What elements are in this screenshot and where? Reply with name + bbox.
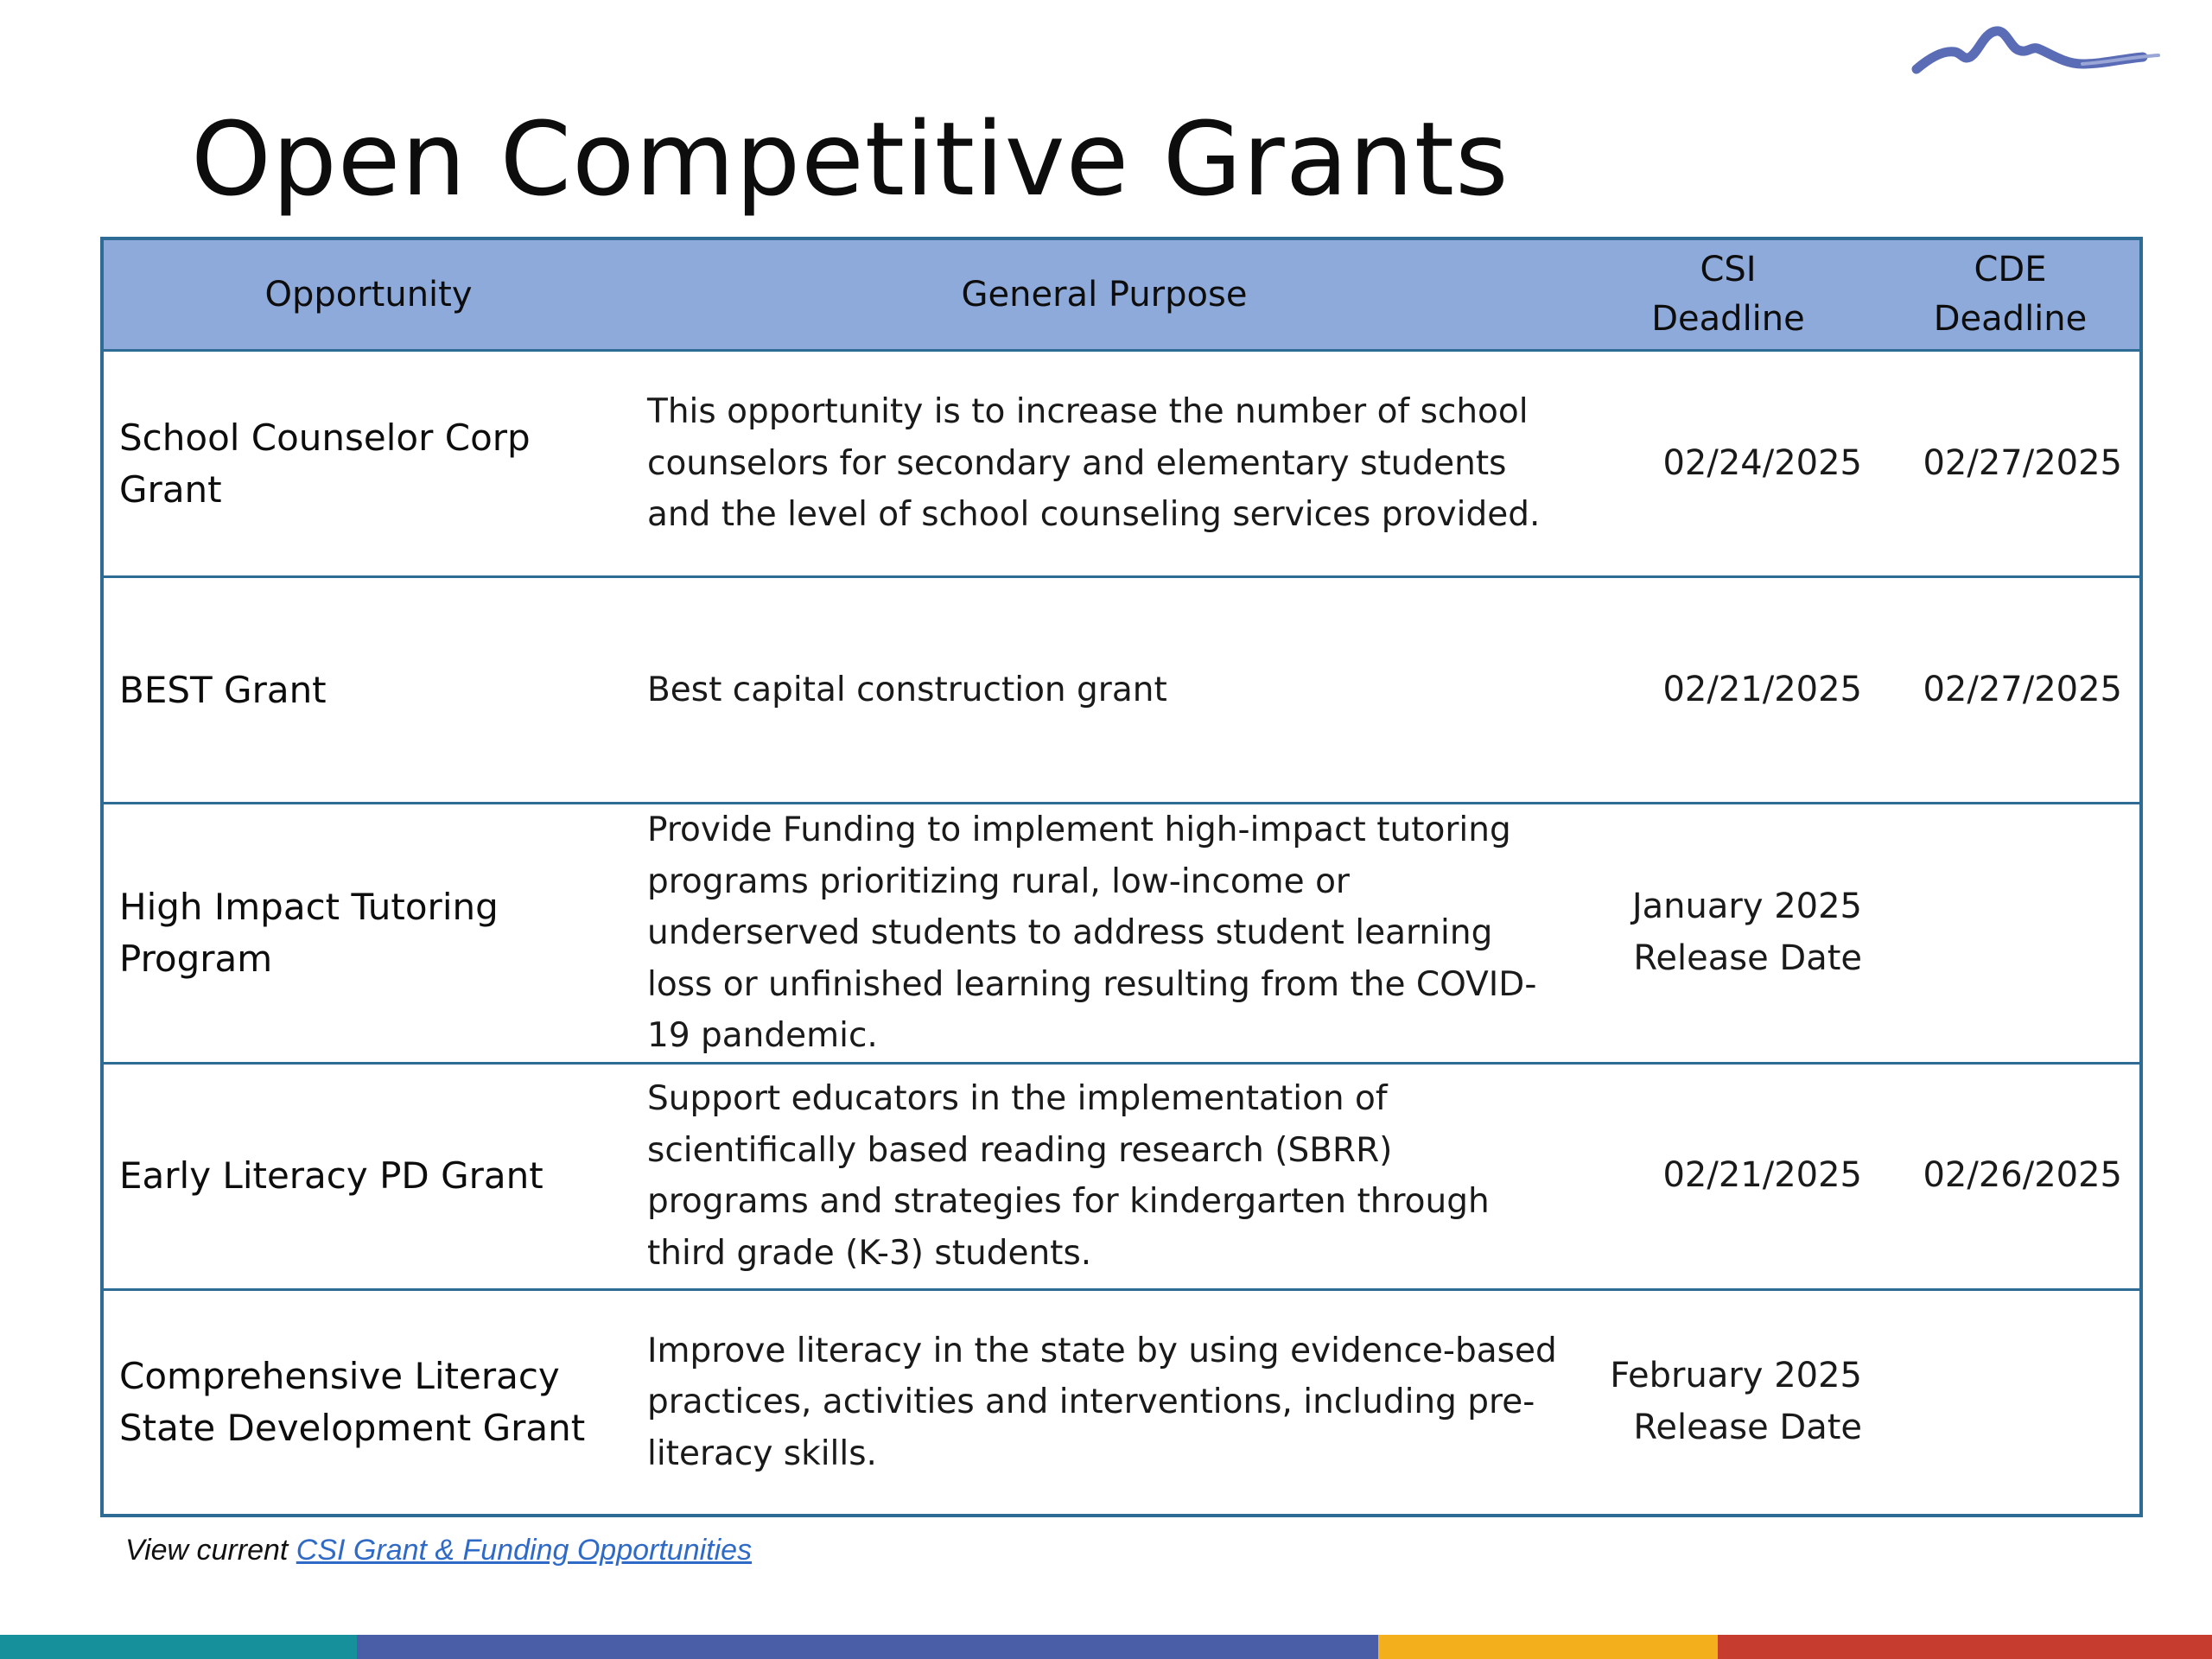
cde-deadline-cell: 02/27/2025 [1923, 442, 2122, 483]
mountain-logo-icon [1910, 21, 2160, 81]
csi-deadline-cell: January 2025 Release Date [1631, 887, 1862, 978]
csi-deadline-cell: 02/21/2025 [1662, 669, 1862, 709]
opportunity-cell: High Impact Tutoring Program [119, 886, 499, 980]
color-bar-red [1718, 1635, 2212, 1659]
cde-deadline-cell: 02/26/2025 [1923, 1155, 2122, 1196]
color-bar-teal [0, 1635, 357, 1659]
opportunity-cell: Early Literacy PD Grant [119, 1154, 543, 1198]
opportunity-cell: School Counselor Corp Grant [119, 416, 531, 511]
purpose-cell: Best capital construction grant [647, 670, 1167, 709]
opportunity-cell: Comprehensive Literacy State Development Grant [119, 1355, 586, 1449]
purpose-cell: Provide Funding to implement high-impact tutoring programs prioritizing rural, low-income or underserved students to address student learning loss or unfinished learning resulting from the COVID-19 pandemic. [647, 810, 1537, 1055]
csi-deadline-cell: 02/24/2025 [1662, 442, 1862, 483]
cde-deadline-cell [1881, 804, 2141, 1064]
table-row [102, 804, 2141, 1064]
header-opportunity: Opportunity [102, 238, 633, 351]
purpose-cell: Improve literacy in the state by using evidence-based practices, activities and interventions, including pre-literacy skills. [647, 1331, 1557, 1473]
table-header-row [102, 238, 2141, 351]
page-title: Open Competitive Grants [191, 99, 1510, 219]
table-row [102, 1063, 2141, 1289]
grants-table [100, 237, 2143, 1517]
table-row [102, 577, 2141, 804]
header-cde-deadline: CDE Deadline [1881, 238, 2141, 351]
csi-deadline-cell: 02/21/2025 [1662, 1155, 1862, 1196]
footer-note [125, 1529, 752, 1571]
grant-opportunities-link[interactable]: CSI Grant & Funding Opportunities [296, 1534, 753, 1567]
table-row [102, 1289, 2141, 1516]
table-row [102, 351, 2141, 577]
csi-deadline-cell: February 2025 Release Date [1610, 1356, 1862, 1447]
purpose-cell: Support educators in the implementation of scientifically based reading research (SBRR) programs and strategies for kindergarten through third grade (K-3) students. [647, 1079, 1490, 1273]
color-bar-gold [1378, 1635, 1718, 1659]
color-bar-blue [357, 1635, 1378, 1659]
footer-color-bar [0, 1635, 2212, 1659]
purpose-cell: This opportunity is to increase the number of school counselors for secondary and elementary students and the level of school counseling services provided. [647, 392, 1541, 535]
header-csi-deadline: CSI Deadline [1575, 238, 1881, 351]
cde-deadline-cell [1881, 1289, 2141, 1516]
header-general-purpose: General Purpose [633, 238, 1575, 351]
footer-prefix: View current [125, 1534, 296, 1567]
opportunity-cell: BEST Grant [119, 668, 327, 711]
cde-deadline-cell: 02/27/2025 [1923, 669, 2122, 709]
